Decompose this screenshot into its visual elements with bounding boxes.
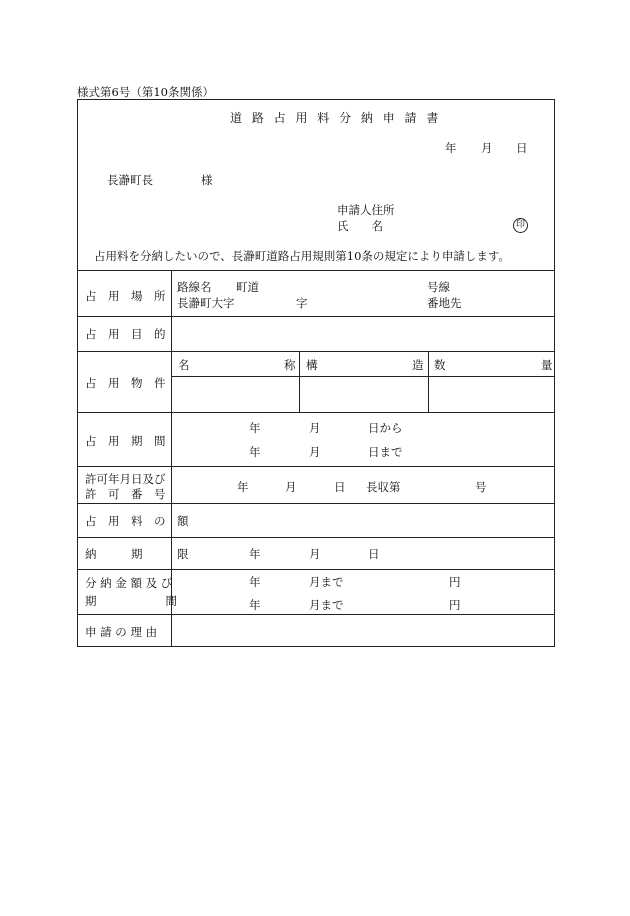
items-col-qty-2: 量 [541,358,553,372]
place-label: 占 用 場 所 [85,289,166,303]
route-suffix: 号線 [427,280,450,294]
permit-label-line1: 許可年月日及び [85,472,166,486]
installment-1-until: 月まで [309,575,344,589]
seal-mark: 印 [513,218,528,233]
permit-label-line2: 許 可 番 号 [85,487,166,501]
permit-day: 日 [334,480,346,494]
period-to-month: 月 [309,445,321,459]
row-divider [172,376,555,377]
addressee-honorific: 様 [201,173,213,187]
deadline-year: 年 [249,547,261,561]
route-type: 町道 [236,280,259,294]
row-divider [77,569,555,570]
form-number: 様式第6号（第10条関係） [77,85,214,99]
aza-char: 字 [296,296,308,310]
date-month: 月 [481,141,493,155]
date-day: 日 [516,141,528,155]
applicant-address-label: 申請人住所 [337,203,395,217]
items-column-divider [428,351,429,412]
row-divider [77,503,555,504]
row-divider [77,466,555,467]
permit-number-prefix: 長収第 [366,480,401,494]
items-col-name-2: 称 [284,358,296,372]
deadline-day: 日 [368,547,380,561]
route-name-label: 路線名 [177,280,212,294]
period-from-day: 日から [368,421,403,435]
fee-label: 占 用 料 の 額 [85,514,189,528]
items-col-struct-1: 構 [306,358,318,372]
installment-2-until: 月まで [309,598,344,612]
items-column-divider [299,351,300,412]
row-divider [77,537,555,538]
installment-label-line1: 分 納 金 額 及 び [85,576,173,590]
installment-2-year: 年 [249,598,261,612]
form-title: 道 路 占 用 料 分 納 申 請 書 [230,111,442,125]
permit-number-suffix: 号 [475,480,487,494]
aza-label: 長瀞町大字 [177,296,235,310]
addressee-name: 長瀞町長 [107,173,153,187]
deadline-month: 月 [309,547,321,561]
installment-2-yen: 円 [449,598,461,612]
items-col-name-1: 名 [178,358,190,372]
reason-label: 申 請 の 理 由 [85,625,158,639]
period-to-year: 年 [249,445,261,459]
row-divider [77,316,555,317]
applicant-name-label: 氏 名 [337,219,383,233]
row-divider [77,412,555,413]
row-divider [77,270,555,271]
items-label: 占 用 物 件 [85,376,166,390]
lot-label: 番地先 [427,296,462,310]
installment-1-yen: 円 [449,575,461,589]
row-divider [77,614,555,615]
items-col-struct-2: 造 [412,358,424,372]
period-from-year: 年 [249,421,261,435]
purpose-label: 占 用 目 的 [85,327,166,341]
period-label: 占 用 期 間 [85,434,166,448]
row-divider [77,351,555,352]
period-from-month: 月 [309,421,321,435]
application-statement: 占用料を分納したいので、長瀞町道路占用規則第10条の規定により申請します。 [94,249,510,263]
period-to-day: 日まで [368,445,403,459]
installment-label-line2: 期 間 [85,594,177,608]
permit-year: 年 [237,480,249,494]
installment-1-year: 年 [249,575,261,589]
deadline-label: 納 期 限 [85,547,189,561]
items-col-qty-1: 数 [434,358,446,372]
permit-month: 月 [285,480,297,494]
date-year: 年 [445,141,457,155]
